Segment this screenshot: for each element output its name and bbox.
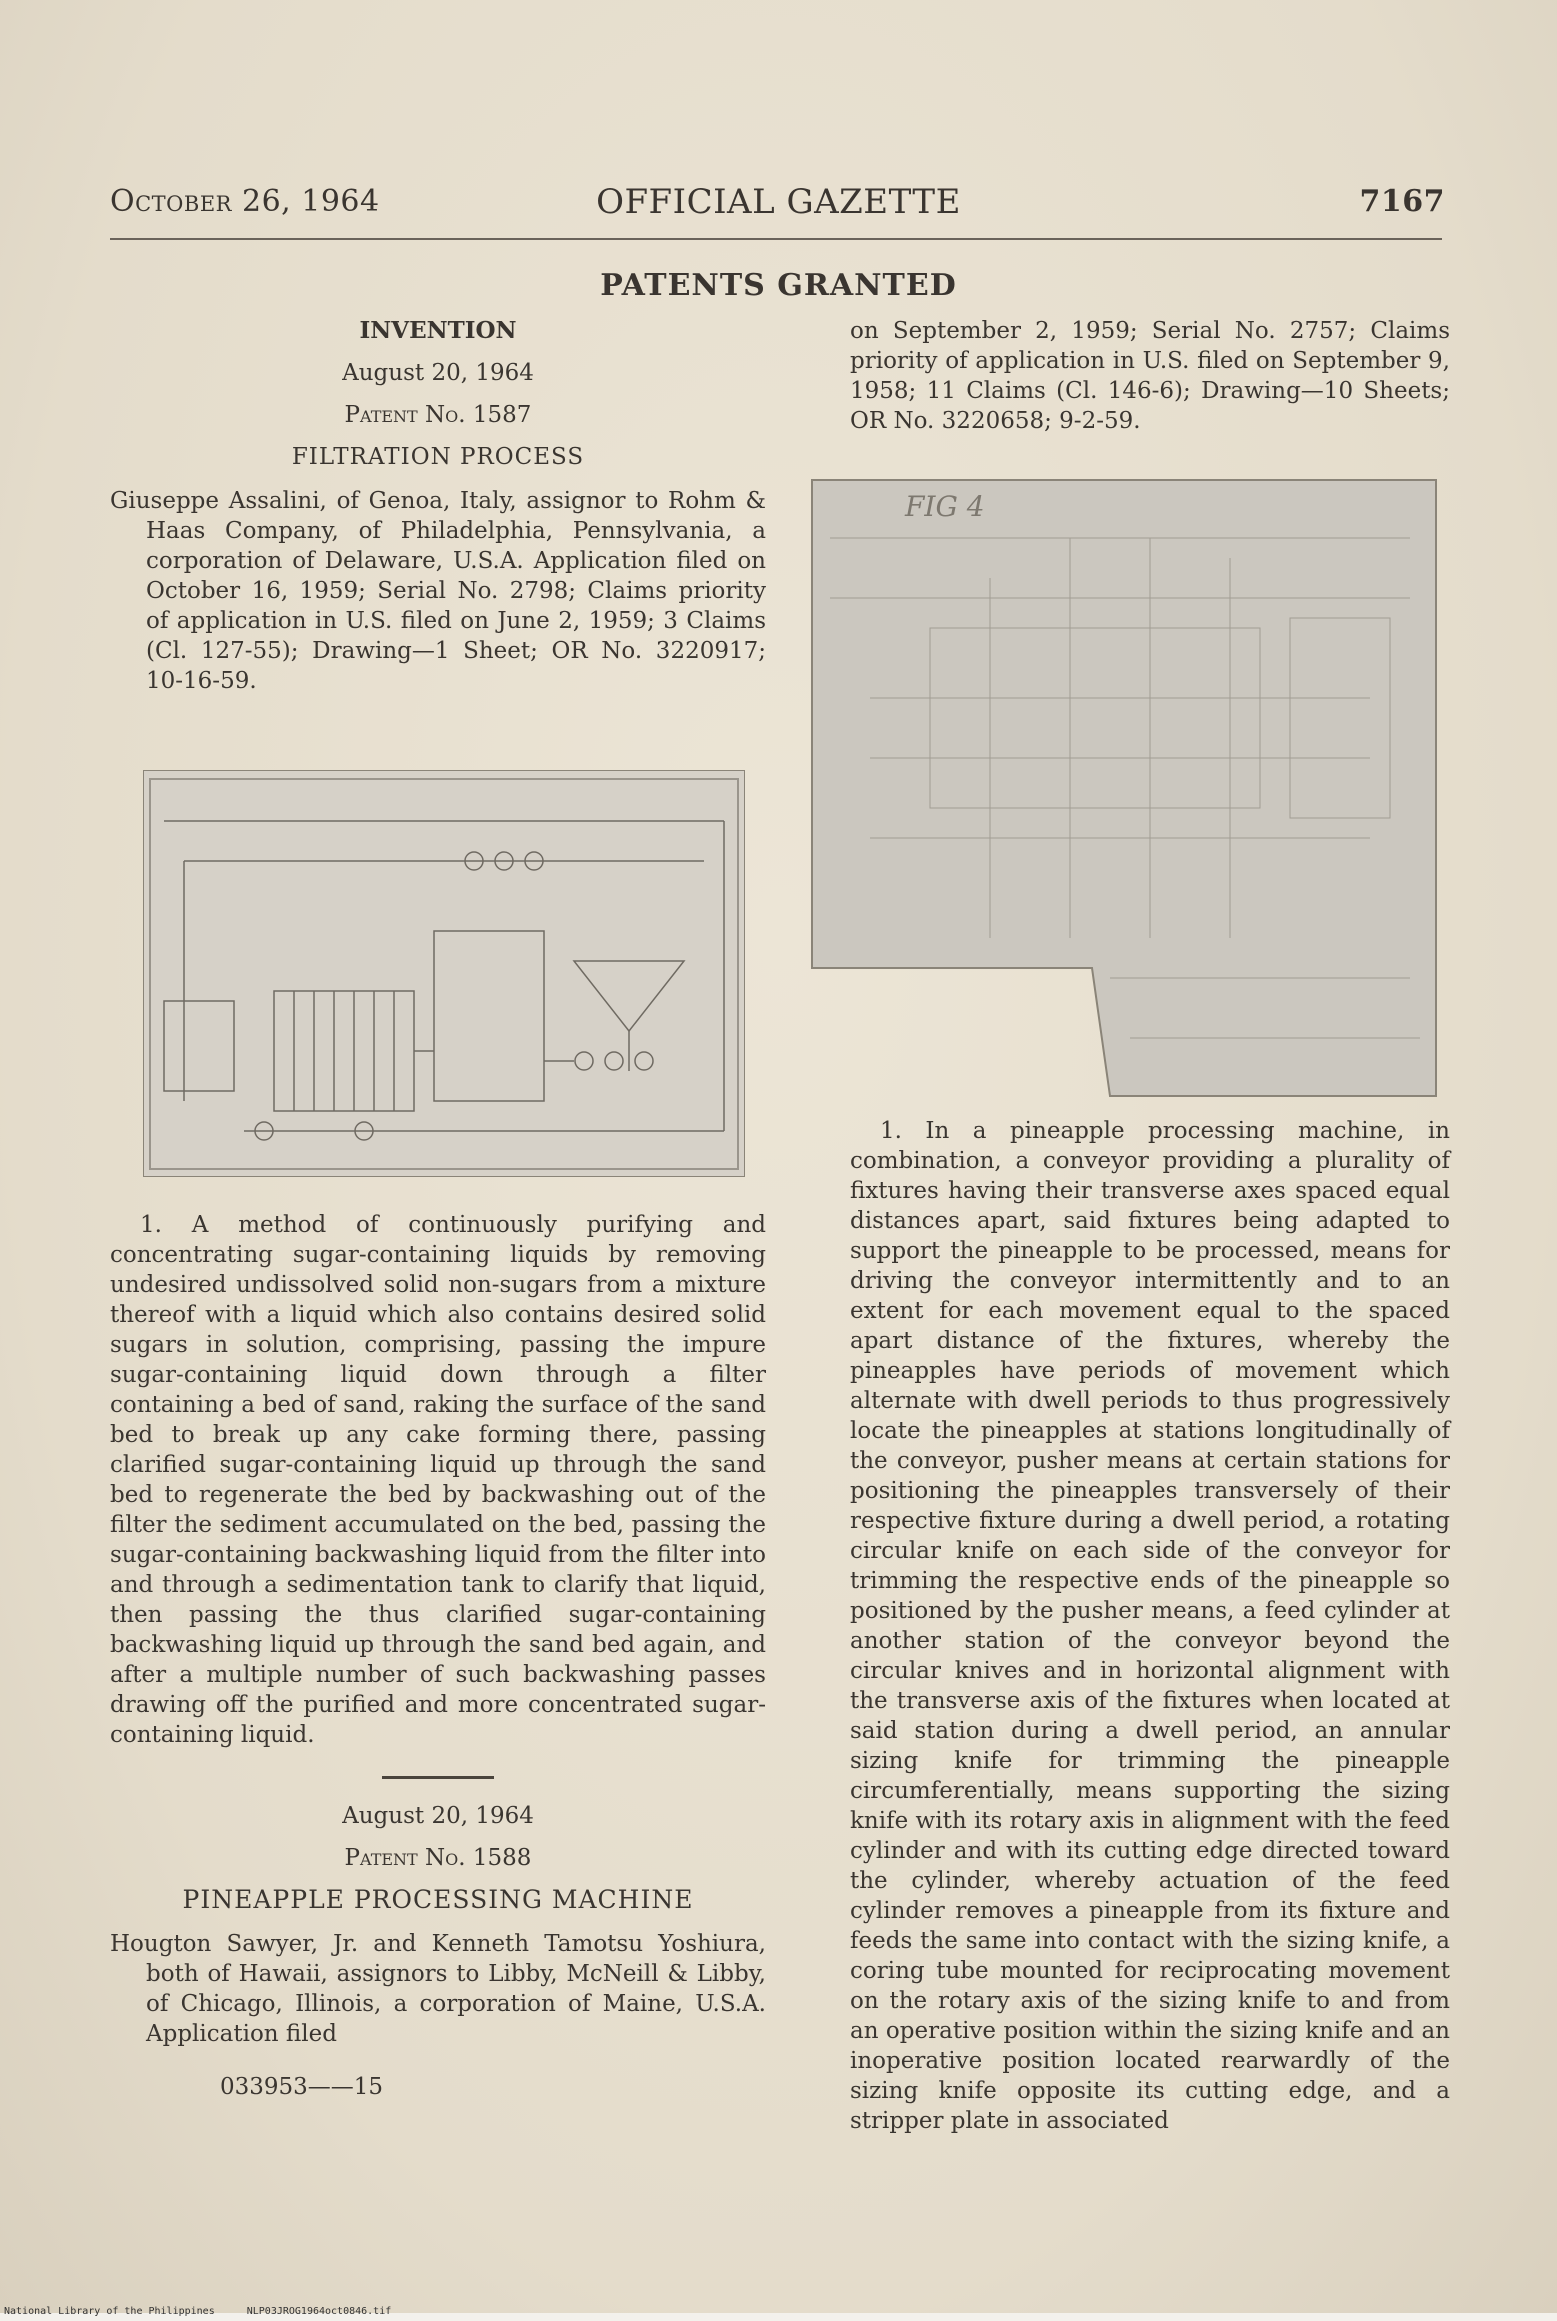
header-title: OFFICIAL GAZETTE: [596, 182, 961, 222]
right-column-top: [850, 316, 1450, 436]
patent2-title: PINEAPPLE PROCESSING MACHINE: [182, 1885, 694, 1914]
filtration-diagram: [143, 770, 745, 1177]
pineapple-machine-diagram: [810, 478, 1438, 1098]
header-date: October 26, 1964: [110, 184, 380, 219]
footer-library: National Library of the Philippines: [4, 2306, 215, 2317]
patent1-assignment: Giuseppe Assalini, of Genoa, Italy, assignor to Rohm & Haas Company, of Philadelphia, Pennsylvania, a corporation of Delaware, U.S.A. Application filed on October 16, 1959; Serial No. 2798; Claims priority of application in U.S. filed on June 2, 1959; 3 Claims (Cl. 127-55); Drawing—1 Sheet; OR No. 3220917; 10-16-59.: [110, 488, 766, 694]
patent2-assignment-cont: on September 2, 1959; Serial No. 2757; Claims priority of application in U.S. filed on September 9, 1958; 11 Claims (Cl. 146-6); Drawing—10 Sheets; OR No. 3220658; 9-2-59.: [850, 318, 1450, 434]
header-page-number: 7167: [1359, 184, 1445, 219]
left-column-top: [110, 316, 766, 719]
left-column-bottom: [110, 1210, 766, 2102]
patent1-number: Patent No. 1587: [344, 402, 532, 428]
patent1-category: INVENTION: [359, 317, 517, 344]
scan-footer: [4, 2306, 417, 2317]
patent2-number: Patent No. 1588: [344, 1845, 532, 1871]
patent1-title: FILTRATION PROCESS: [291, 444, 585, 470]
header-rule: [110, 238, 1442, 240]
right-column-bottom: [850, 1116, 1450, 2136]
section-title: PATENTS GRANTED: [600, 268, 957, 303]
patent1-claim: 1. A method of continuously purifying and concentrating sugar-containing liquids by removing undesired undissolved solid non-sugars from a mixture thereof with a liquid which also contains desired solid sugars in solution, comprising, passing the impure sugar-containing liquid down through a filter containing a bed of sand, raking the surface of the sand bed to break up any cake forming there, passing clarified sugar-containing liquid up through the sand bed to regenerate the bed by backwashing out of the filter the sediment accumulated on the bed, passing the sugar-containing backwashing liquid from the filter into and through a sedimentation tank to clarify that liquid, then passing the thus clarified sugar-containing backwashing liquid up through the sand bed again, and after a multiple number of such backwashing passes drawing off the purified and more concentrated sugar-containing liquid.: [110, 1212, 766, 1748]
patent-divider: [382, 1776, 494, 1779]
patent2-assignment: Hougton Sawyer, Jr. and Kenneth Tamotsu Yoshiura, both of Hawaii, assignors to Libby, McNeill & Libby, of Chicago, Illinois, a corporation of Maine, U.S.A. Application filed: [110, 1931, 766, 2047]
patent1-date: August 20, 1964: [342, 360, 534, 386]
patent2-claim: 1. In a pineapple processing machine, in combination, a conveyor providing a plurality of fixtures having their transverse axes spaced equal distances apart, said fixtures being adapted to support the pineapple to be processed, means for driving the conveyor intermittently and to an extent for each movement equal to the spaced apart distance of the fixtures, whereby the pineapples have periods of movement which alternate with dwell periods to thus progressively locate the pineapples at stations longitudinally of the conveyor, pusher means at certain stations for positioning the pineapples transversely of their respective fixture during a dwell period, a rotating circular knife on each side of the conveyor for trimming the respective ends of the pineapple so positioned by the pusher means, a feed cylinder at another station of the conveyor beyond the circular knives and in horizontal alignment with the transverse axis of the fixtures when located at said station during a dwell period, an annular sizing knife for trimming the pineapple circumferentially, means supporting the sizing knife with its rotary axis in alignment with the feed cylinder and with its cutting edge directed toward the cylinder, whereby actuation of the feed cylinder removes a pineapple from its fixture and feeds the same into contact with the sizing knife, a coring tube mounted for reciprocating movement on the rotary axis of the sizing knife to and from an operative position within the sizing knife and an inoperative position located rearwardly of the sizing knife opposite its cutting edge, and a stripper plate in associated: [850, 1118, 1450, 2134]
fig4-label: FIG 4: [905, 490, 985, 523]
patent2-date: August 20, 1964: [342, 1803, 534, 1829]
print-code: 033953——15: [220, 2074, 384, 2100]
footer-file: NLP03JROG1964oct0846.tif: [246, 2306, 392, 2317]
